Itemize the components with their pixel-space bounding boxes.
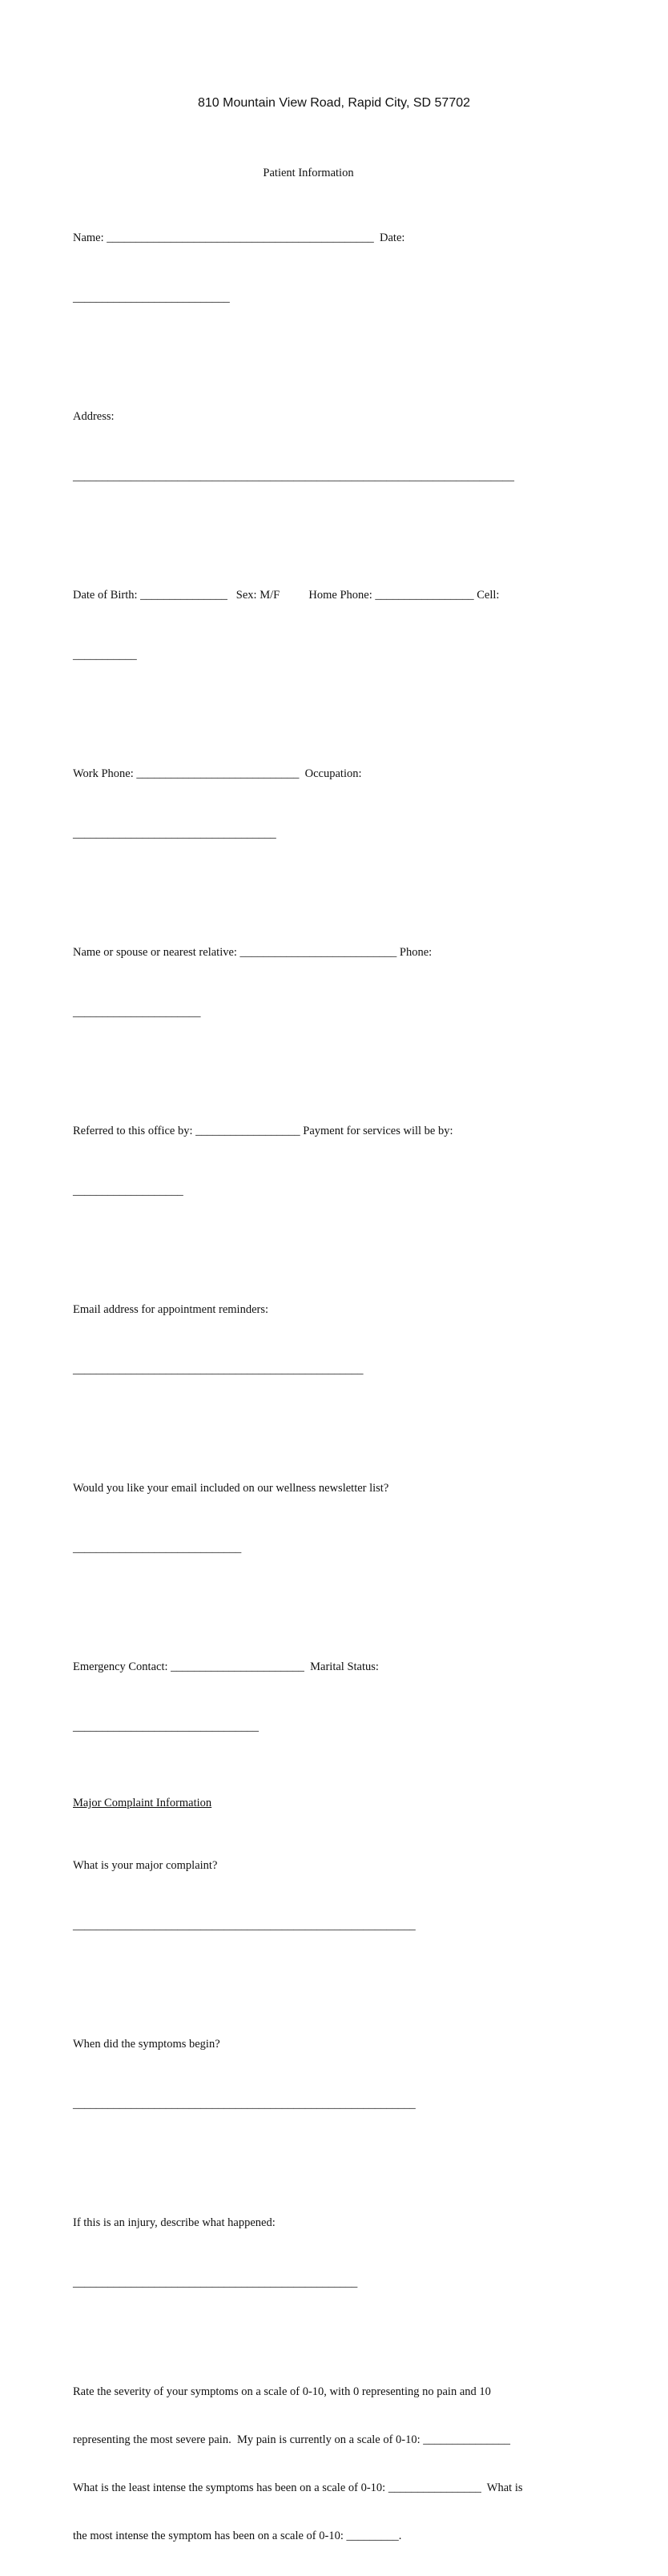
work-occupation-field[interactable]: [73, 724, 553, 884]
referral-payment-label: Referred to this office by: __________________ Payment for services will be by:: [73, 1125, 453, 1137]
clinic-address: 810 Mountain View Road, Rapid City, SD 57702: [197, 96, 471, 110]
major-complaint-blank: ___________________________________________________________: [73, 1919, 416, 1932]
newsletter-label: Would you like your email included on our wellness newsletter list?: [73, 1482, 389, 1495]
patient-information-form: [73, 188, 553, 2576]
pain-scale-line-3: What is the least intense the symptoms has been on a scale of 0-10: ________________ What is: [73, 2481, 523, 2494]
email-blank: __________________________________________________: [73, 1363, 364, 1376]
major-complaint-question: What is your major complaint?: [73, 1859, 218, 1872]
cell-blank: ___________: [73, 649, 137, 662]
major-complaint-heading: Major Complaint Information: [73, 1797, 212, 1809]
email-field[interactable]: [73, 1260, 553, 1420]
work-occupation-label: Work Phone: ____________________________ Occupation:: [73, 767, 362, 780]
relative-phone-blank: ______________________: [73, 1006, 201, 1019]
pain-scale-line-2: representing the most severe pain. My pain is currently on a scale of 0-10: _______________: [73, 2433, 511, 2446]
pain-scale-paragraph[interactable]: [73, 2352, 553, 2576]
major-complaint-field[interactable]: [73, 1816, 553, 1976]
dob-sex-phone-field[interactable]: [73, 545, 553, 706]
name-date-field[interactable]: [73, 188, 553, 348]
referral-payment-field[interactable]: [73, 1081, 553, 1242]
relative-phone-field[interactable]: [73, 903, 553, 1063]
payment-blank: ___________________: [73, 1185, 183, 1197]
injury-blank: _________________________________________________: [73, 2276, 358, 2289]
address-blank: ____________________________________________________________________________: [73, 470, 514, 483]
emergency-marital-label: Emergency Contact: _______________________ Marital Status:: [73, 1660, 379, 1673]
newsletter-blank: _____________________________: [73, 1542, 242, 1555]
email-label: Email address for appointment reminders:: [73, 1303, 269, 1316]
injury-question: If this is an injury, describe what happened:: [73, 2216, 276, 2229]
relative-phone-label: Name or spouse or nearest relative: ___________________________ Phone:: [73, 946, 433, 959]
newsletter-field[interactable]: [73, 1439, 553, 1599]
occupation-blank: ___________________________________: [73, 827, 276, 840]
name-date-label: Name: ______________________________________________ Date:: [73, 231, 405, 244]
address-label: Address:: [73, 410, 115, 423]
address-field[interactable]: [73, 367, 553, 527]
symptoms-begin-question: When did the symptoms begin?: [73, 2038, 220, 2051]
page-title: Patient Information: [263, 167, 354, 179]
date-blank: ___________________________: [73, 292, 230, 304]
symptoms-begin-blank: ___________________________________________________________: [73, 2098, 416, 2111]
emergency-marital-field[interactable]: [73, 1617, 553, 1777]
pain-scale-line-1: Rate the severity of your symptoms on a scale of 0-10, with 0 representing no pain and 10: [73, 2385, 491, 2398]
symptoms-begin-field[interactable]: [73, 1994, 553, 2155]
pain-scale-line-4: the most intense the symptom has been on a scale of 0-10: _________.: [73, 2530, 402, 2542]
dob-sex-phone-label: Date of Birth: _______________ Sex: M/F Home Phone: _________________ Cell:: [73, 589, 500, 602]
marital-blank: ________________________________: [73, 1721, 259, 1733]
injury-field[interactable]: [73, 2173, 553, 2333]
